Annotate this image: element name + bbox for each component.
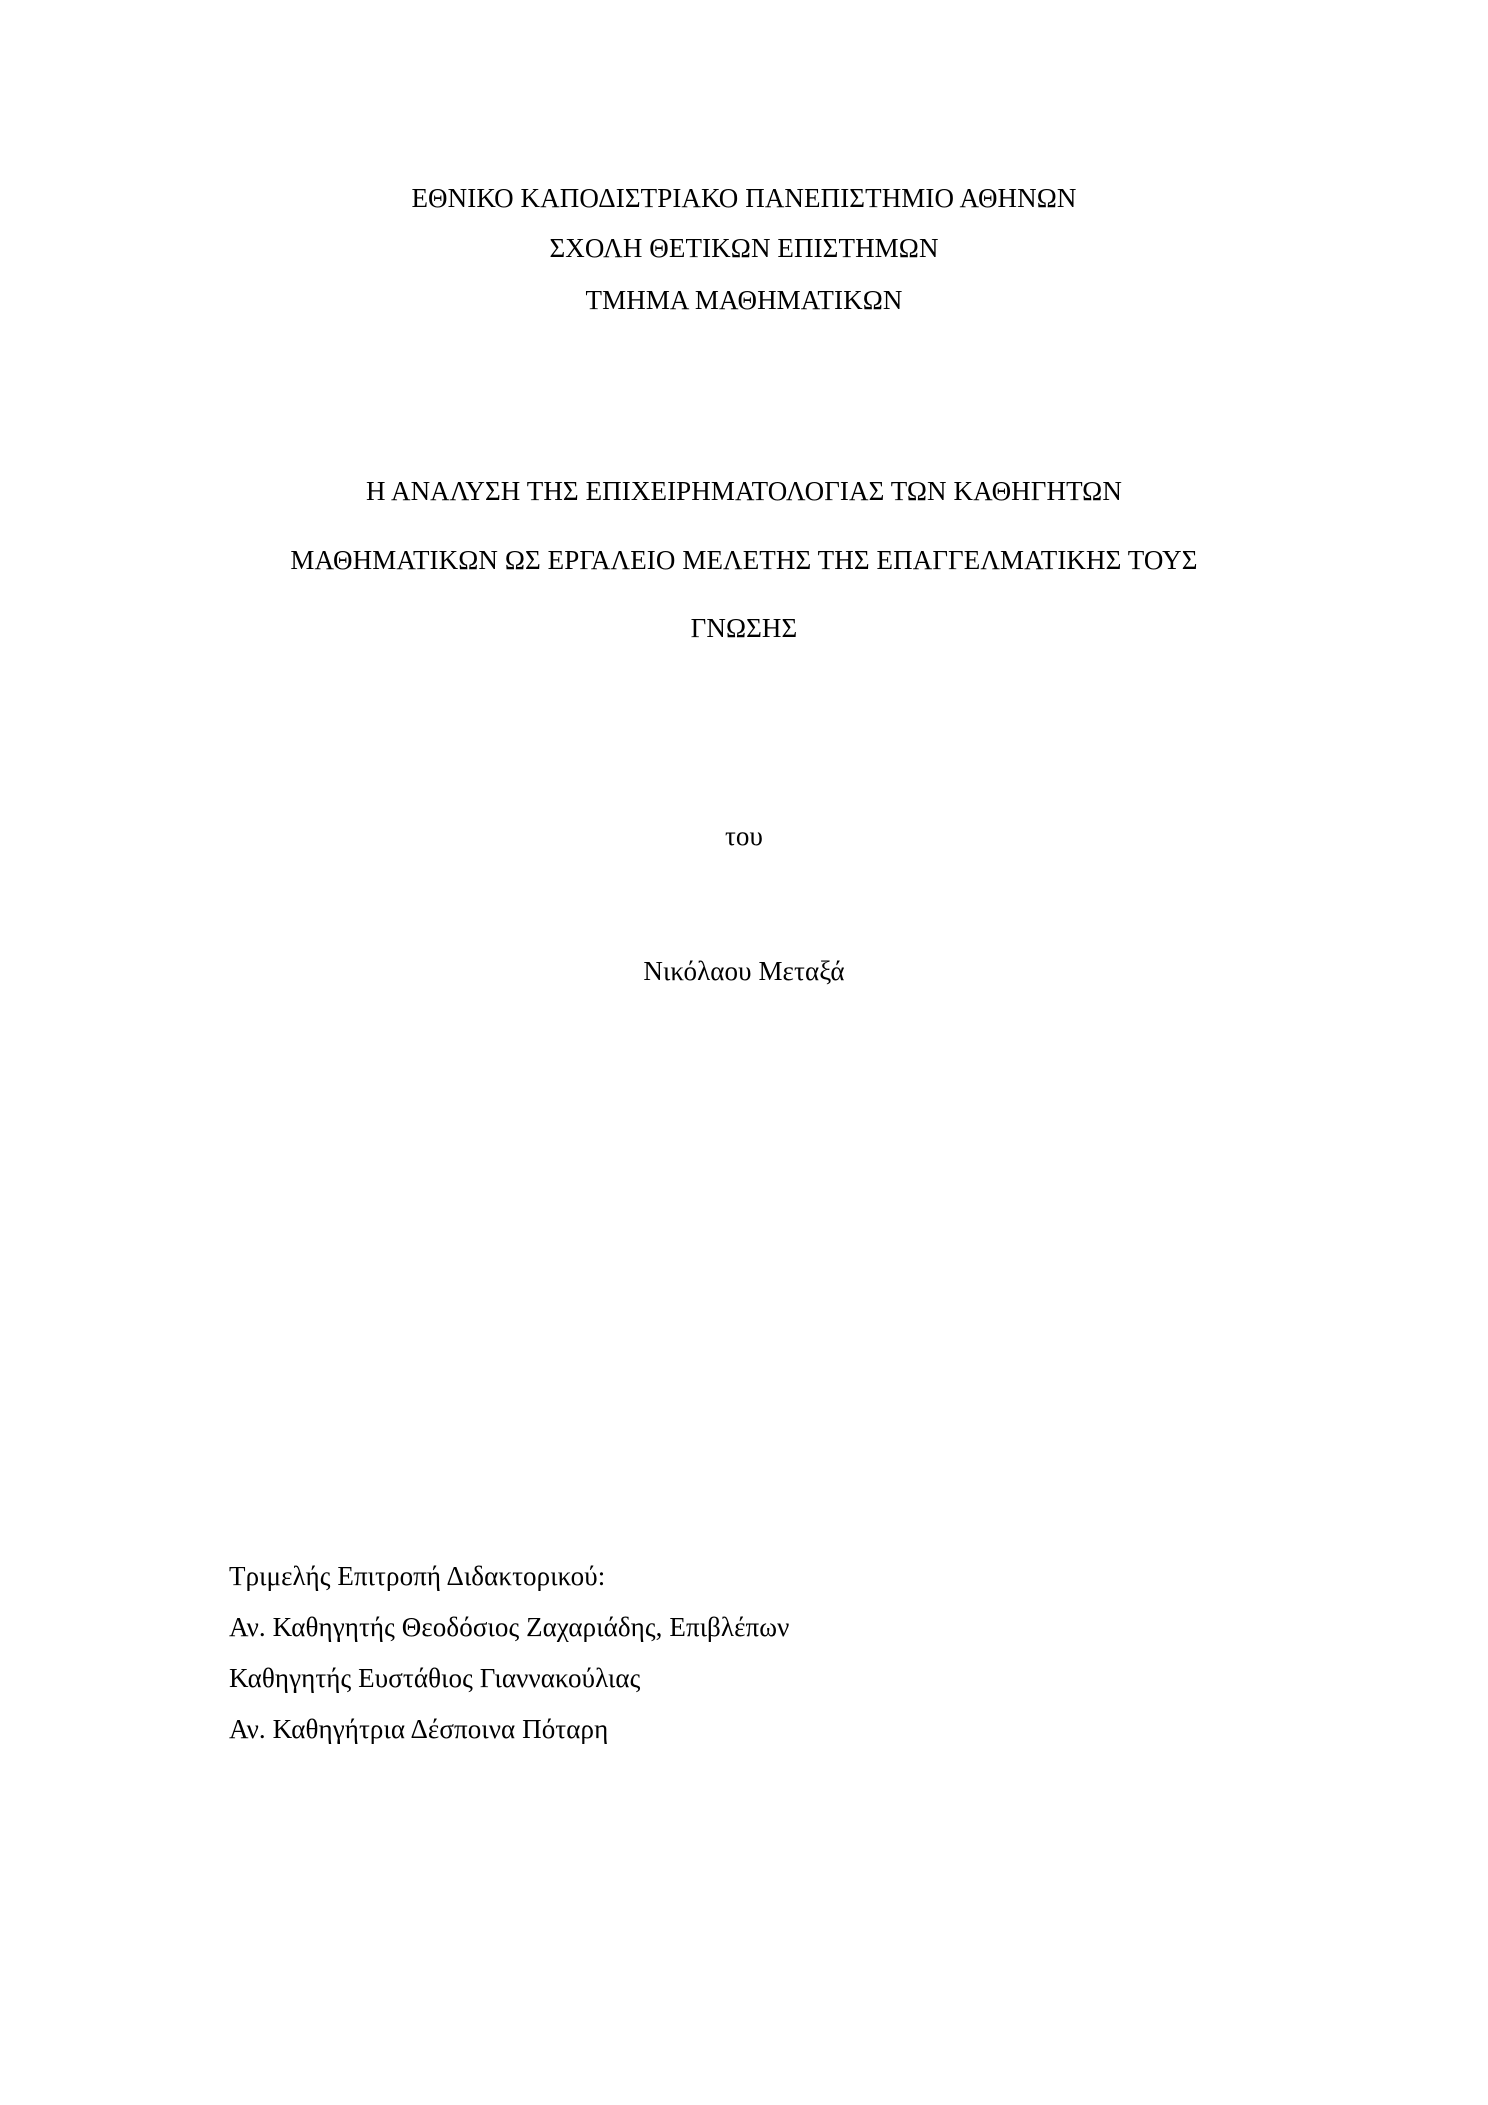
committee-member: Καθηγητής Ευστάθιος Γιαννακούλιας: [229, 1663, 641, 1693]
by-line: του: [724, 821, 764, 851]
university-name: ΕΘΝΙΚΟ ΚΑΠΟΔΙΣΤΡΙΑΚΟ ΠΑΝΕΠΙΣΤΗΜΙΟ ΑΘΗΝΩΝ: [411, 183, 1077, 213]
committee-heading: Τριμελής Επιτροπή Διδακτορικού:: [229, 1561, 606, 1591]
committee-member: Αν. Καθηγήτρια Δέσποινα Πόταρη: [229, 1714, 609, 1744]
committee-member: Αν. Καθηγητής Θεοδόσιος Ζαχαριάδης, Επιβλέπων: [229, 1612, 790, 1642]
thesis-title-line: ΜΑΘΗΜΑΤΙΚΩΝ ΩΣ ΕΡΓΑΛΕΙΟ ΜΕΛΕΤΗΣ ΤΗΣ ΕΠΑΓΓΕΛΜΑΤΙΚΗΣ ΤΟΥΣ: [290, 545, 1198, 575]
department-name: ΤΜΗΜΑ ΜΑΘΗΜΑΤΙΚΩΝ: [585, 285, 903, 315]
thesis-title-line: ΓΝΩΣΗΣ: [690, 613, 798, 643]
thesis-title-line: Η ΑΝΑΛΥΣΗ ΤΗΣ ΕΠΙΧΕΙΡΗΜΑΤΟΛΟΓΙΑΣ ΤΩΝ ΚΑΘΗΓΗΤΩΝ: [366, 476, 1122, 506]
school-name: ΣΧΟΛΗ ΘΕΤΙΚΩΝ ΕΠΙΣΤΗΜΩΝ: [549, 233, 939, 263]
author-name: Νικόλαου Μεταξά: [643, 956, 845, 986]
